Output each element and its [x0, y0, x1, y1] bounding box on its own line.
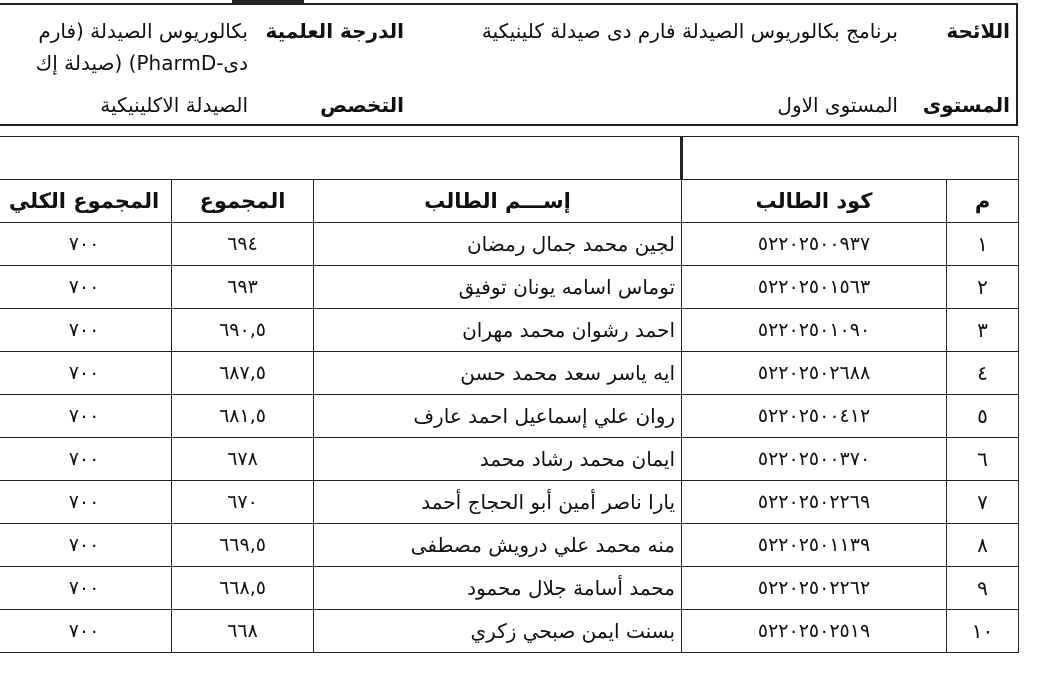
- row-grand-total: ٧٠٠: [0, 395, 172, 438]
- row-index: ٧: [947, 481, 1019, 524]
- row-student-code: ٥٢٢٠٢٥٠١٠٩٠: [682, 309, 947, 352]
- table-row: [0, 395, 1019, 438]
- degree-value-line1: بكالوريوس الصيدلة (فارم: [38, 19, 248, 43]
- table-row: [0, 567, 1019, 610]
- table-row: [0, 481, 1019, 524]
- row-index: ٢: [947, 266, 1019, 309]
- level-label: المستوى: [922, 93, 1010, 117]
- row-student-name: بسنت ايمن صبحي زكري: [314, 610, 682, 653]
- row-student-code: ٥٢٢٠٢٥٠١٥٦٣: [682, 266, 947, 309]
- row-index: ١٠: [947, 610, 1019, 653]
- students-results-table: [0, 136, 1019, 653]
- row-student-name: محمد أسامة جلال محمود: [314, 567, 682, 610]
- row-index: ٣: [947, 309, 1019, 352]
- blank-cell-left: [0, 137, 682, 180]
- row-student-name: توماس اسامه يونان توفيق: [314, 266, 682, 309]
- table-row: [0, 524, 1019, 567]
- header-grand-total: المجموع الكلي: [0, 180, 172, 223]
- row-student-name: لجين محمد جمال رمضان: [314, 223, 682, 266]
- header-total: المجموع: [172, 180, 314, 223]
- row-student-code: ٥٢٢٠٢٥٠٢٥١٩: [682, 610, 947, 653]
- row-student-code: ٥٢٢٠٢٥٠٢٢٦٢: [682, 567, 947, 610]
- table-header-row: [0, 180, 1019, 223]
- table-row: [0, 352, 1019, 395]
- row-student-code: ٥٢٢٠٢٥٠٠٣٧٠: [682, 438, 947, 481]
- row-student-code: ٥٢٢٠٢٥٠٠٩٣٧: [682, 223, 947, 266]
- row-total: ٦٨٧,٥: [172, 352, 314, 395]
- row-total: ٦٦٨,٥: [172, 567, 314, 610]
- major-label: التخصص: [320, 93, 404, 117]
- row-total: ٦٩٣: [172, 266, 314, 309]
- row-student-code: ٥٢٢٠٢٥٠٠٤١٢: [682, 395, 947, 438]
- row-grand-total: ٧٠٠: [0, 309, 172, 352]
- header-index: م: [947, 180, 1019, 223]
- row-grand-total: ٧٠٠: [0, 223, 172, 266]
- degree-label: الدرجة العلمية: [265, 19, 404, 43]
- row-grand-total: ٧٠٠: [0, 438, 172, 481]
- table-row: [0, 223, 1019, 266]
- table-body: [0, 223, 1019, 653]
- row-index: ٦: [947, 438, 1019, 481]
- table-row: [0, 610, 1019, 653]
- row-grand-total: ٧٠٠: [0, 266, 172, 309]
- row-index: ٥: [947, 395, 1019, 438]
- row-student-code: ٥٢٢٠٢٥٠٢٢٦٩: [682, 481, 947, 524]
- row-grand-total: ٧٠٠: [0, 567, 172, 610]
- row-total: ٦٩٤: [172, 223, 314, 266]
- row-student-name: ايه ياسر سعد محمد حسن: [314, 352, 682, 395]
- row-grand-total: ٧٠٠: [0, 352, 172, 395]
- row-index: ٨: [947, 524, 1019, 567]
- row-student-name: ايمان محمد رشاد محمد: [314, 438, 682, 481]
- row-index: ٤: [947, 352, 1019, 395]
- header-student-code: كود الطالب: [682, 180, 947, 223]
- table-row: [0, 309, 1019, 352]
- level-value: المستوى الاول: [777, 93, 898, 117]
- row-grand-total: ٧٠٠: [0, 524, 172, 567]
- row-student-code: ٥٢٢٠٢٥٠٢٦٨٨: [682, 352, 947, 395]
- major-value: الصيدلة الاكلينيكية: [100, 93, 248, 117]
- table-row: [0, 438, 1019, 481]
- regulation-value: برنامج بكالوريوس الصيدلة فارم دى صيدلة كلينيكية: [481, 19, 898, 43]
- header-info-box: [0, 3, 1018, 126]
- row-student-name: روان علي إسماعيل احمد عارف: [314, 395, 682, 438]
- row-index: ٩: [947, 567, 1019, 610]
- regulation-label: اللائحة: [946, 19, 1010, 43]
- blank-cell-right: [682, 137, 1019, 180]
- degree-value-line2: دى-PharmD) (صيدلة إك: [35, 51, 248, 75]
- row-total: ٦٩٠,٥: [172, 309, 314, 352]
- row-grand-total: ٧٠٠: [0, 610, 172, 653]
- row-student-name: منه محمد علي درويش مصطفى: [314, 524, 682, 567]
- row-total: ٦٧٠: [172, 481, 314, 524]
- row-student-name: احمد رشوان محمد مهران: [314, 309, 682, 352]
- row-total: ٦٧٨: [172, 438, 314, 481]
- table-row: [0, 266, 1019, 309]
- row-grand-total: ٧٠٠: [0, 481, 172, 524]
- header-student-name: إســـم الطالب: [314, 180, 682, 223]
- row-total: ٦٦٨: [172, 610, 314, 653]
- row-index: ١: [947, 223, 1019, 266]
- row-total: ٦٦٩,٥: [172, 524, 314, 567]
- row-student-code: ٥٢٢٠٢٥٠١١٣٩: [682, 524, 947, 567]
- row-total: ٦٨١,٥: [172, 395, 314, 438]
- row-student-name: يارا ناصر أمين أبو الحجاج أحمد: [314, 481, 682, 524]
- table-blank-row: [0, 137, 1019, 180]
